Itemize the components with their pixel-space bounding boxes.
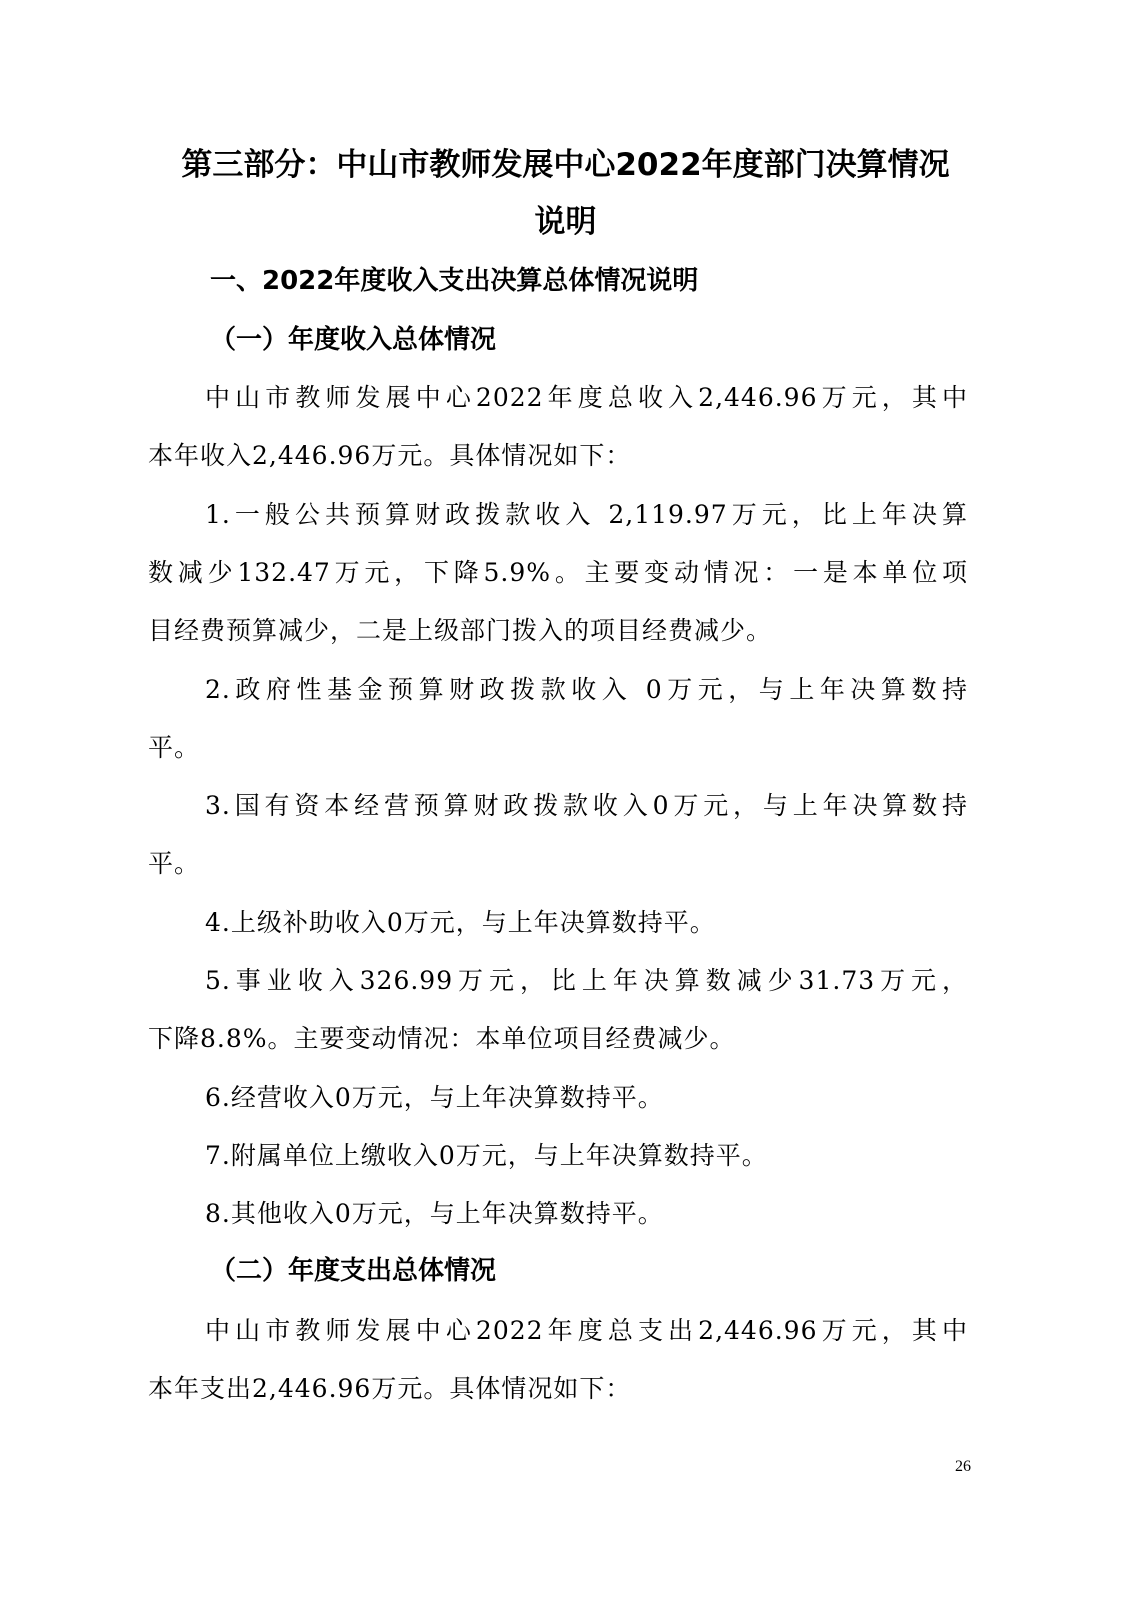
income-item3-line2: 平。 bbox=[148, 849, 201, 878]
expense-subheading: （二）年度支出总体情况 bbox=[210, 1256, 497, 1286]
document-title-line2: 说明 bbox=[534, 204, 597, 240]
income-intro-line2: 本年收入2,446.96万元。具体情况如下： bbox=[148, 441, 632, 470]
income-item3-line1: 3.国有资本经营预算财政拨款收入0万元，与上年决算数持 bbox=[205, 791, 968, 820]
income-item1-line3: 目经费预算减少，二是上级部门拨入的项目经费减少。 bbox=[148, 616, 773, 645]
expense-intro-line2: 本年支出2,446.96万元。具体情况如下： bbox=[148, 1374, 632, 1403]
income-item5-line2: 下降8.8%。主要变动情况：本单位项目经费减少。 bbox=[148, 1024, 736, 1053]
income-item5-line1: 5.事业收入326.99万元，比上年决算数减少31.73万元， bbox=[205, 966, 968, 995]
income-item2-line1: 2.政府性基金预算财政拨款收入 0万元，与上年决算数持 bbox=[205, 675, 968, 704]
income-item1-line1: 1.一般公共预算财政拨款收入 2,119.97万元，比上年决算 bbox=[205, 500, 968, 529]
income-subheading: （一）年度收入总体情况 bbox=[210, 325, 497, 355]
income-item7: 7.附属单位上缴收入0万元，与上年决算数持平。 bbox=[205, 1141, 768, 1170]
section-heading: 一、2022年度收入支出决算总体情况说明 bbox=[210, 266, 699, 296]
income-item8: 8.其他收入0万元，与上年决算数持平。 bbox=[205, 1199, 664, 1228]
income-item1-line2: 数减少132.47万元，下降5.9%。主要变动情况：一是本单位项 bbox=[148, 558, 968, 587]
income-intro-line1: 中山市教师发展中心2022年度总收入2,446.96万元，其中 bbox=[205, 383, 968, 412]
page-number: 26 bbox=[955, 1458, 971, 1475]
document-title-line1: 第三部分：中山市教师发展中心2022年度部门决算情况 bbox=[181, 147, 950, 183]
income-item4: 4.上级补助收入0万元，与上年决算数持平。 bbox=[205, 908, 716, 937]
income-item2-line2: 平。 bbox=[148, 733, 201, 762]
expense-intro-line1: 中山市教师发展中心2022年度总支出2,446.96万元，其中 bbox=[205, 1316, 968, 1345]
income-item6: 6.经营收入0万元，与上年决算数持平。 bbox=[205, 1083, 664, 1112]
